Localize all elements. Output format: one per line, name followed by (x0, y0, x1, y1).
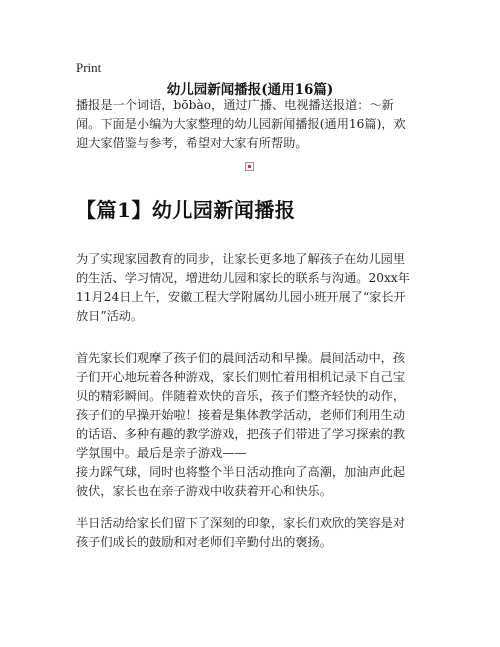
paragraph-line: 的话语、多种有趣的教学游戏，把孩子们带进了学习探索的教 (76, 427, 406, 441)
paragraph-line: 学氛围中。最后是亲子游戏—— (76, 446, 247, 460)
paragraph-line: 首先家长们观摩了孩子们的晨间活动和早操。晨间活动中，孩 (76, 351, 406, 365)
body-paragraph-3 (76, 514, 426, 552)
intro-line: 播报是一个词语，bōbào，通过广播、电视播送报道：～新 (76, 98, 394, 112)
paragraph-line: 的生活、学习情况，增进幼儿园和家长的联系与沟通。20xx年 (76, 271, 410, 285)
broken-image-icon (245, 162, 254, 171)
intro-paragraph (76, 96, 426, 153)
document-title: 幼儿园新闻播报(通用16篇) (166, 82, 334, 98)
paragraph-line: 孩子们成长的鼓励和对老师们辛勤付出的褒扬。 (76, 535, 332, 549)
intro-line: 迎大家借鉴与参考，希望对大家有所帮助。 (76, 136, 308, 150)
paragraph-line: 放日”活动。 (76, 309, 144, 323)
paragraph-line: 接力踩气球，同时也将整个半日活动推向了高潮，加油声此起 (76, 465, 406, 479)
paragraph-line: 孩子们的早操开始啦！接着是集体教学活动，老师们利用生动 (76, 408, 406, 422)
intro-line: 闻。下面是小编为大家整理的幼儿园新闻播报(通用16篇)，欢 (76, 117, 406, 131)
body-paragraph-1 (76, 250, 426, 326)
section-heading: 【篇1】幼儿园新闻播报 (76, 198, 296, 222)
paragraph-line: 彼伏，家长也在亲子游戏中收获着开心和快乐。 (76, 484, 332, 498)
paragraph-line: 半日活动给家长们留下了深刻的印象，家长们欢欣的笑容是对 (76, 516, 406, 530)
paragraph-line: 贝的精彩瞬间。伴随着欢快的音乐，孩子们整齐轻快的动作， (76, 389, 406, 403)
paragraph-line: 为了实现家园教育的同步，让家长更多地了解孩子在幼儿园里 (76, 252, 406, 266)
body-paragraph-2 (76, 349, 426, 501)
print-link[interactable]: Print (76, 60, 102, 75)
paragraph-line: 子们开心地玩着各种游戏，家长们则忙着用相机记录下自己宝 (76, 370, 406, 384)
paragraph-line: 11月24日上午，安徽工程大学附属幼儿园小班开展了“家长开 (76, 290, 406, 304)
